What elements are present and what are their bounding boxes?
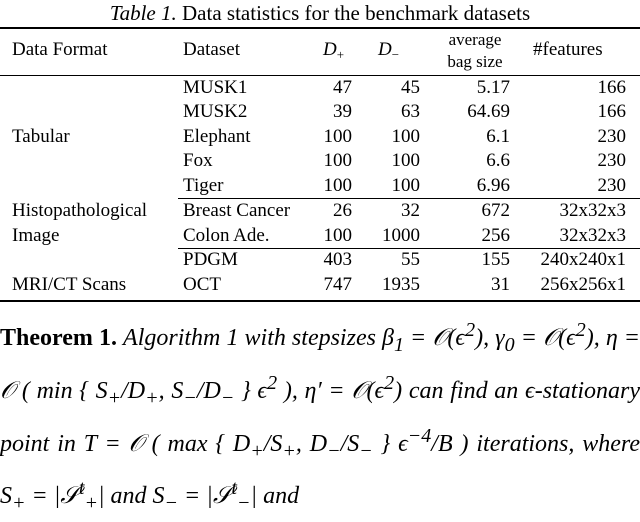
theorem-text: ) can find an ϵ-stationary point in T = 𝒪 ( max { D <box>0 377 640 457</box>
theorem-text: | and S <box>97 483 165 510</box>
theorem-text: , D <box>295 430 328 457</box>
cell-dataset: Breast Cancer <box>183 200 291 221</box>
table-top-rule <box>0 27 640 29</box>
cell-bag-size: 6.6 <box>486 150 510 171</box>
group-label-mri-ct: MRI/CT Scans <box>12 274 127 295</box>
theorem-text: } ϵ <box>372 430 408 457</box>
cell-bag-size: 64.69 <box>467 101 510 122</box>
cell-dataset: Tiger <box>183 175 224 196</box>
cell-dataset: Colon Ade. <box>183 225 270 246</box>
theorem-text: } ϵ <box>234 377 268 404</box>
cell-bag-size: 256 <box>481 225 510 246</box>
theorem-text: ), η = 𝒪 ( min { S <box>0 325 640 404</box>
theorem-subscript: + <box>84 492 98 515</box>
cell-d-plus: 39 <box>333 101 352 122</box>
header-d-plus <box>323 38 344 62</box>
table-caption <box>0 0 640 26</box>
cell-d-plus: 403 <box>323 249 352 270</box>
header-d-minus-subscript: − <box>391 47 400 62</box>
cell-features: 230 <box>597 175 626 196</box>
cell-dataset: MUSK2 <box>183 101 248 122</box>
cell-d-minus: 1935 <box>382 274 420 295</box>
theorem-text: ), η′ = 𝒪(ϵ <box>277 377 385 404</box>
cell-dataset: PDGM <box>183 249 238 270</box>
theorem-superscript: 2 <box>465 319 476 341</box>
header-d-minus <box>378 38 399 62</box>
theorem-text: /S <box>340 430 360 457</box>
header-d-minus-symbol: D <box>378 39 392 60</box>
theorem-subscript: + <box>250 439 264 462</box>
theorem-subscript: − <box>183 386 197 409</box>
cell-features: 32x32x3 <box>559 200 626 221</box>
theorem-subscript: 1 <box>393 333 404 356</box>
cell-bag-size: 6.1 <box>486 126 510 147</box>
theorem-text: /D <box>196 377 221 404</box>
cell-d-minus: 1000 <box>382 225 420 246</box>
group-label-image: Image <box>12 225 60 246</box>
theorem-text: /S <box>263 430 283 457</box>
table-caption-text: Data statistics for the benchmark datasets <box>182 1 531 25</box>
theorem-text: = |𝒮 <box>178 483 232 510</box>
cell-d-plus: 100 <box>323 225 352 246</box>
theorem-superscript: −4 <box>407 424 432 447</box>
cell-dataset: Fox <box>183 150 213 171</box>
cell-d-minus: 32 <box>401 200 420 221</box>
cell-dataset: MUSK1 <box>183 77 248 98</box>
table-caption-label: Table 1. <box>109 1 177 25</box>
theorem-superscript: 2 <box>267 371 278 394</box>
theorem-text: = |𝒮 <box>25 483 79 510</box>
theorem-text: /D <box>121 377 146 404</box>
cell-d-plus: 747 <box>323 274 352 295</box>
theorem-subscript: − <box>164 492 179 515</box>
header-data-format: Data Format <box>12 39 108 60</box>
theorem-superscript: 2 <box>575 319 586 341</box>
cell-bag-size: 6.96 <box>476 175 510 196</box>
header-d-plus-symbol: D <box>323 39 337 60</box>
theorem-superscript: 2 <box>384 371 395 394</box>
cell-d-minus: 63 <box>401 101 420 122</box>
theorem-heading: Theorem 1. <box>0 325 117 351</box>
cell-d-minus: 55 <box>401 249 420 270</box>
theorem-subscript: + <box>282 439 296 462</box>
cell-bag-size: 155 <box>481 249 510 270</box>
theorem-text: = 𝒪(ϵ <box>403 325 466 351</box>
theorem-text: /B ) iterations, where S <box>0 430 640 510</box>
header-features: #features <box>533 39 603 60</box>
cell-d-plus: 100 <box>323 150 352 171</box>
cell-d-minus: 45 <box>401 77 420 98</box>
header-average-bag-size <box>436 29 514 73</box>
theorem-body <box>0 319 640 515</box>
cell-features: 230 <box>597 150 626 171</box>
header-dataset: Dataset <box>183 39 240 60</box>
theorem-text: | and <box>250 483 300 510</box>
header-bag-line1: average <box>448 30 502 49</box>
theorem-subscript: − <box>327 439 341 462</box>
theorem-subscript: − <box>236 492 251 515</box>
cell-d-minus: 100 <box>391 175 420 196</box>
cell-features: 230 <box>597 126 626 147</box>
cell-d-plus: 100 <box>323 175 352 196</box>
cell-bag-size: 672 <box>481 200 510 221</box>
theorem-subscript: 0 <box>504 333 515 356</box>
theorem-superscript: t <box>78 477 85 500</box>
cell-dataset: OCT <box>183 274 221 295</box>
cell-features: 256x256x1 <box>540 274 626 295</box>
theorem-paragraph <box>0 311 640 515</box>
cell-d-minus: 100 <box>391 126 420 147</box>
cell-features: 166 <box>597 77 626 98</box>
theorem-subscript: + <box>107 386 122 409</box>
theorem-subscript: − <box>220 386 235 409</box>
cell-dataset: Elephant <box>183 126 251 147</box>
theorem-subscript: + <box>12 492 26 515</box>
theorem-text: , S <box>158 377 184 404</box>
theorem-superscript: t <box>231 477 237 500</box>
cell-d-plus: 47 <box>333 77 352 98</box>
theorem-text: Algorithm 1 with stepsizes β <box>123 325 394 351</box>
cell-features: 166 <box>597 101 626 122</box>
cell-d-plus: 26 <box>333 200 352 221</box>
table-bottom-rule <box>0 300 640 302</box>
group-label-histopathological: Histopathological <box>12 200 148 221</box>
cell-bag-size: 31 <box>491 274 510 295</box>
group-label-tabular: Tabular <box>12 126 70 147</box>
cell-bag-size: 5.17 <box>476 77 510 98</box>
theorem-text: ), γ <box>475 325 505 351</box>
cell-features: 32x32x3 <box>559 225 626 246</box>
theorem-subscript: + <box>145 386 159 409</box>
cell-d-plus: 100 <box>323 126 352 147</box>
header-d-plus-subscript: + <box>336 47 345 62</box>
header-bag-line2: bag size <box>447 52 503 71</box>
cell-features: 240x240x1 <box>540 249 626 270</box>
theorem-subscript: − <box>359 439 373 462</box>
cell-d-minus: 100 <box>391 150 420 171</box>
theorem-text: = 𝒪(ϵ <box>514 325 576 351</box>
